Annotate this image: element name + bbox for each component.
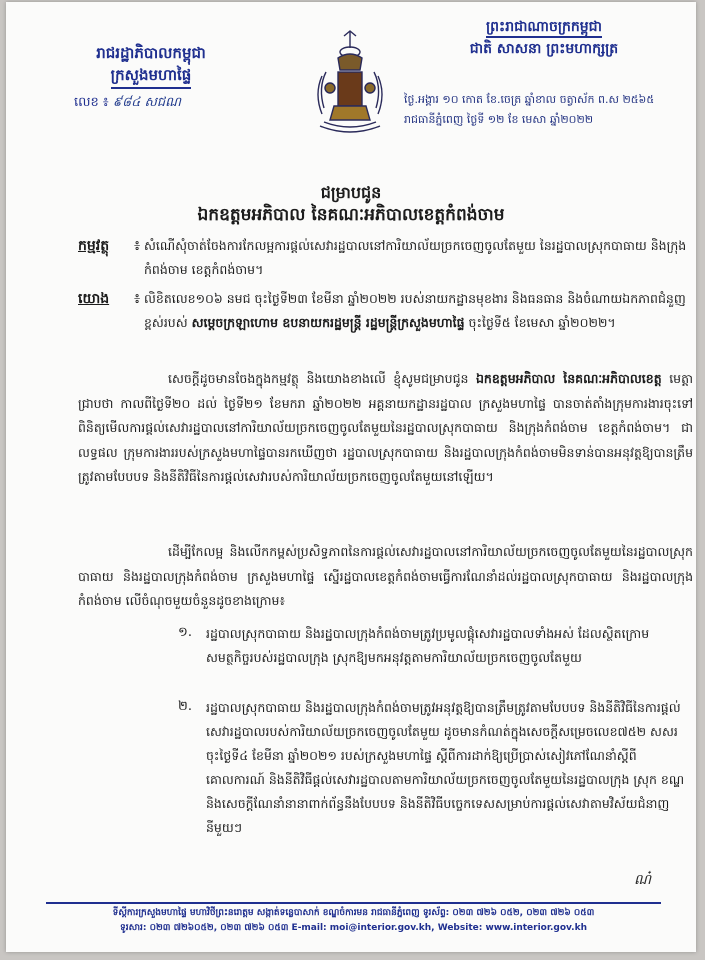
reference-text-plain: លិខិតលេខ១០៦ នមជ ចុះថ្ងៃទី២៣ ខែមីនា ឆ្នាំ២០២២ របស់នាយកដ្ឋានមុខងារ និងធនធាន និងចំណាយឯកភាពជំនួញខ្ពស់របស់	[144, 291, 686, 330]
reference-number	[74, 94, 181, 113]
reference-label: លេខ ៖	[74, 95, 109, 110]
para1-bold: ឯកឧត្តមអភិបាល នៃគណៈអភិបាលខេត្ត	[475, 371, 662, 386]
lunar-date: ថ្ងៃ.អង្គារ ១០ កោត ខែ.ចេត្រ ឆ្នាំខាល ចត្វាស័ក ព.ស ២៥៦៥	[404, 93, 655, 106]
body-paragraph-2: ដើម្បីកែលម្អ និងលើកកម្ពស់ប្រសិទ្ធភាពនៃការផ្ដល់សេវារដ្ឋបាលនៅការិយាល័យច្រកចេញចូលតែមួយនៃរដ្ឋបាលស្រុកបាធាយ និងរដ្ឋបាលក្រុងកំពង់ចាម ក្រសួងមហាផ្ទៃ ស្នើរដ្ឋបាលខេត្តកំពង់ចាមធ្វើការណែនាំដល់រដ្ឋបាលស្រុកបាធាយ និងរដ្ឋបាលក្រុងកំពង់ចាម លើចំណុចមួយចំនួនដូចខាងក្រោម៖	[78, 544, 693, 608]
subject-colon: ៖	[134, 238, 141, 254]
salutation-heading: ជម្រាបជូន	[320, 183, 382, 202]
list-item-1-number: ១.	[178, 625, 192, 640]
kingdom-name: ព្រះរាជាណាចក្រកម្ពុជា	[486, 19, 602, 38]
motto-text: ជាតិ សាសនា ព្រះមហាក្សត្រ	[469, 41, 619, 57]
government-name: រាជរដ្ឋាភិបាលកម្ពុជា	[96, 44, 206, 62]
reference-label-heading: យោង	[78, 291, 110, 307]
list-item-1-text: រដ្ឋបាលស្រុកបាធាយ និងរដ្ឋបាលក្រុងកំពង់ចាមត្រូវប្រមូលផ្ដុំសេវារដ្ឋបាលទាំងអស់ ដែលស្ថិតក្រោមសមត្ថកិច្ចរបស់រដ្ឋបាលក្រុង ស្រុកឱ្យមកអនុវត្តតាមការិយាល័យច្រកចេញចូលតែមួយ	[206, 626, 650, 665]
royal-emblem-icon	[304, 28, 396, 138]
recipient-heading: ឯកឧត្តមអភិបាល នៃគណៈអភិបាលខេត្តកំពង់ចាម	[197, 205, 505, 225]
document-page	[6, 2, 696, 952]
footer-fax-email: ទូរសារ: ០២៣ ៧២៦០៥២, ០២៣ ៧២៦ ០៥៣ E-mail: moi@interior.gov.kh, Website: www.interior.gov.kh	[120, 923, 587, 933]
ministry-name: ក្រសួងមហាផ្ទៃ	[111, 64, 192, 89]
list-item-2-number: ២.	[178, 699, 192, 714]
solar-date: រាជធានីភ្នំពេញ ថ្ងៃទី ១២ ខែ មេសា ឆ្នាំ២០២២	[404, 113, 594, 126]
subject-label: កម្មវត្ថុ	[78, 238, 110, 254]
footer-address: ទីស្ដីការក្រសួងមហាផ្ទៃ មហាវិថីព្រះនរោត្តម សង្កាត់ទន្លេបាសាក់ ខណ្ឌចំការមន រាជធានីភ្នំពេញ ទូរស័ព្ទ: ០២៣ ៧២៦ ០៥២, ០២៣ ៧២៦ ០៥៣	[112, 908, 595, 918]
handwritten-initial: ណ៎	[634, 872, 652, 888]
reference-value: ៩៨៤ សជណ	[112, 95, 181, 110]
para1-part-a: សេចក្ដីដូចមានចែងក្នុងកម្មវត្ថុ និងយោងខាងលើ ខ្ញុំសូមជម្រាបជូន	[168, 371, 469, 386]
body-paragraph-1	[78, 367, 693, 490]
reference-text-bold: សម្ដេចក្រឡាហោម ឧបនាយករដ្ឋមន្ត្រី រដ្ឋមន្ត្រីក្រសួងមហាផ្ទៃ	[191, 315, 465, 330]
ministry-header	[71, 42, 231, 89]
kingdom-motto	[424, 16, 664, 60]
reference-text	[144, 287, 689, 335]
para1-part-b: មេត្តាជ្រាបថា កាលពីថ្ងៃទី២០ ដល់ ថ្ងៃទី២១ ខែមករា ឆ្នាំ២០២២ អគ្គនាយកដ្ឋានរដ្ឋបាល ក្រសួងមហាផ្ទៃ បានចាត់តាំងក្រុមការងារចុះទៅពិនិត្យមើលការផ្ដល់សេវារដ្ឋបាលនៅការិយាល័យច្រកចេញចូលតែមួយនៃរដ្ឋបាលស្រុកបាធាយ និងក្រុងកំពង់ចាម ខេត្តកំពង់ចាម។ ជាលទ្ធផល ក្រុមការងាររបស់ក្រសួងមហាផ្ទៃបានរកឃើញថា រដ្ឋបាលស្រុកបាធាយ និងរដ្ឋបាលក្រុងកំពង់ចាមមិនទាន់បានអនុវត្តឱ្យបានត្រឹមត្រូវតាមបែបបទ និងនីតិវិធីនៃការផ្ដល់សេវារបស់ការិយាល័យច្រកចេញចូលតែមួយនៅឡើយ។	[78, 371, 693, 484]
list-item-2-text: រដ្ឋបាលស្រុកបាធាយ និងរដ្ឋបាលក្រុងកំពង់ចាមត្រូវអនុវត្តឱ្យបានត្រឹមត្រូវតាមបែបបទ និងនីតិវិធីនៃការផ្ដល់សេវារដ្ឋបាលរបស់ការិយាល័យច្រកចេញចូលតែមួយ ដូចមានកំណត់ក្នុងសេចក្ដីសម្រេចលេខ៧៥២ សសរ ចុះថ្ងៃទី៤ ខែមីនា ឆ្នាំ២០២១ របស់ក្រសួងមហាផ្ទៃ ស្ដីពីការដាក់ឱ្យប្រើប្រាស់សៀវភៅណែនាំស្ដីពីគោលការណ៍ និងនីតិវិធីផ្ដល់សេវារដ្ឋបាលតាមការិយាល័យច្រកចេញចូលតែមួយនៃរដ្ឋបាលក្រុង ស្រុក ខណ្ឌ និងសេចក្ដីណែនាំនានាពាក់ព័ន្ធនឹងបែបបទ និងនីតិវិធីបច្ចេកទេសសម្រាប់ការផ្ដល់សេវាតាមវិស័យជំនាញនីមួយៗ	[206, 700, 685, 835]
reference-text-tail: ចុះថ្ងៃទី៥ ខែមេសា ឆ្នាំ២០២២។	[468, 315, 616, 330]
reference-colon: ៖	[134, 291, 141, 307]
footer-contact	[46, 902, 661, 936]
date-block	[404, 90, 694, 130]
subject-text: សំណើសុំចាត់ចែងការកែលម្អការផ្ដល់សេវារដ្ឋបាលនៅការិយាល័យច្រកចេញចូលតែមួយ នៃរដ្ឋបាលស្រុកបាធាយ និងក្រុងកំពង់ចាម ខេត្តកំពង់ចាម។	[144, 238, 687, 277]
